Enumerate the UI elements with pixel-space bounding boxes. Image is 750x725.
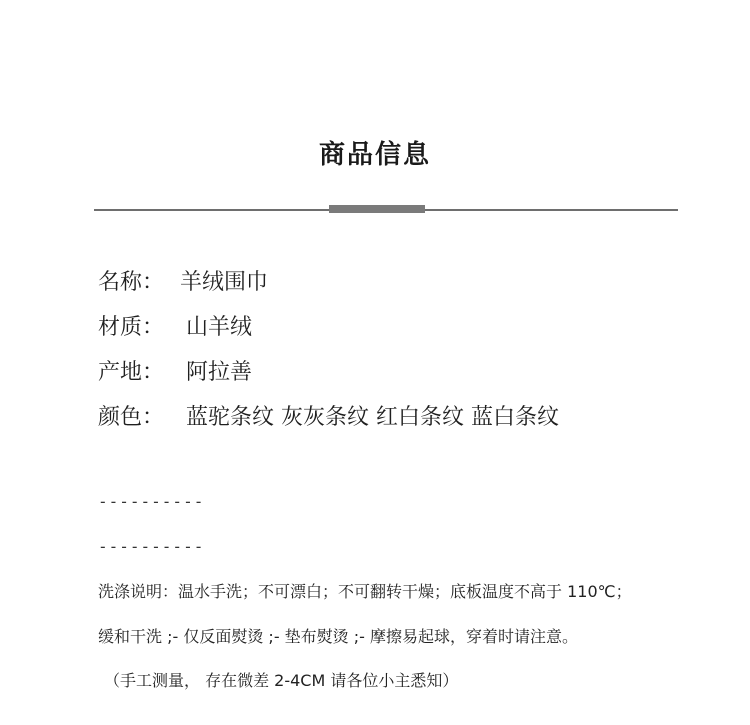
dash-separator-1: ---------- [98, 492, 205, 511]
origin-label: 产地： [98, 360, 165, 385]
color-value: 蓝驼条纹 灰灰条纹 红白条纹 蓝白条纹 [186, 405, 559, 430]
dash-separator-2: ---------- [98, 537, 205, 556]
origin-value: 阿拉善 [186, 360, 253, 385]
title-divider-accent [329, 205, 425, 213]
info-row-color [98, 403, 559, 433]
material-value: 山羊绒 [186, 315, 253, 340]
measurement-note: （手工测量， 存在微差 2-4CM 请各位小主悉知） [104, 671, 459, 690]
info-row-origin [98, 358, 252, 388]
info-row-name [98, 268, 268, 298]
info-row-material [98, 313, 252, 343]
page-title: 商品信息 [318, 140, 431, 170]
care-instructions: 缓和干洗 ;- 仅反面熨烫 ;- 垫布熨烫 ;- 摩擦易起球，穿着时请注意。 [98, 627, 579, 646]
name-label: 名称： [98, 270, 165, 295]
name-value: 羊绒围巾 [180, 270, 269, 295]
material-label: 材质： [98, 315, 165, 340]
color-label: 颜色： [98, 405, 165, 430]
washing-instructions: 洗涤说明：温水手洗；不可漂白；不可翻转干燥；底板温度不高于 110℃； [98, 582, 632, 601]
